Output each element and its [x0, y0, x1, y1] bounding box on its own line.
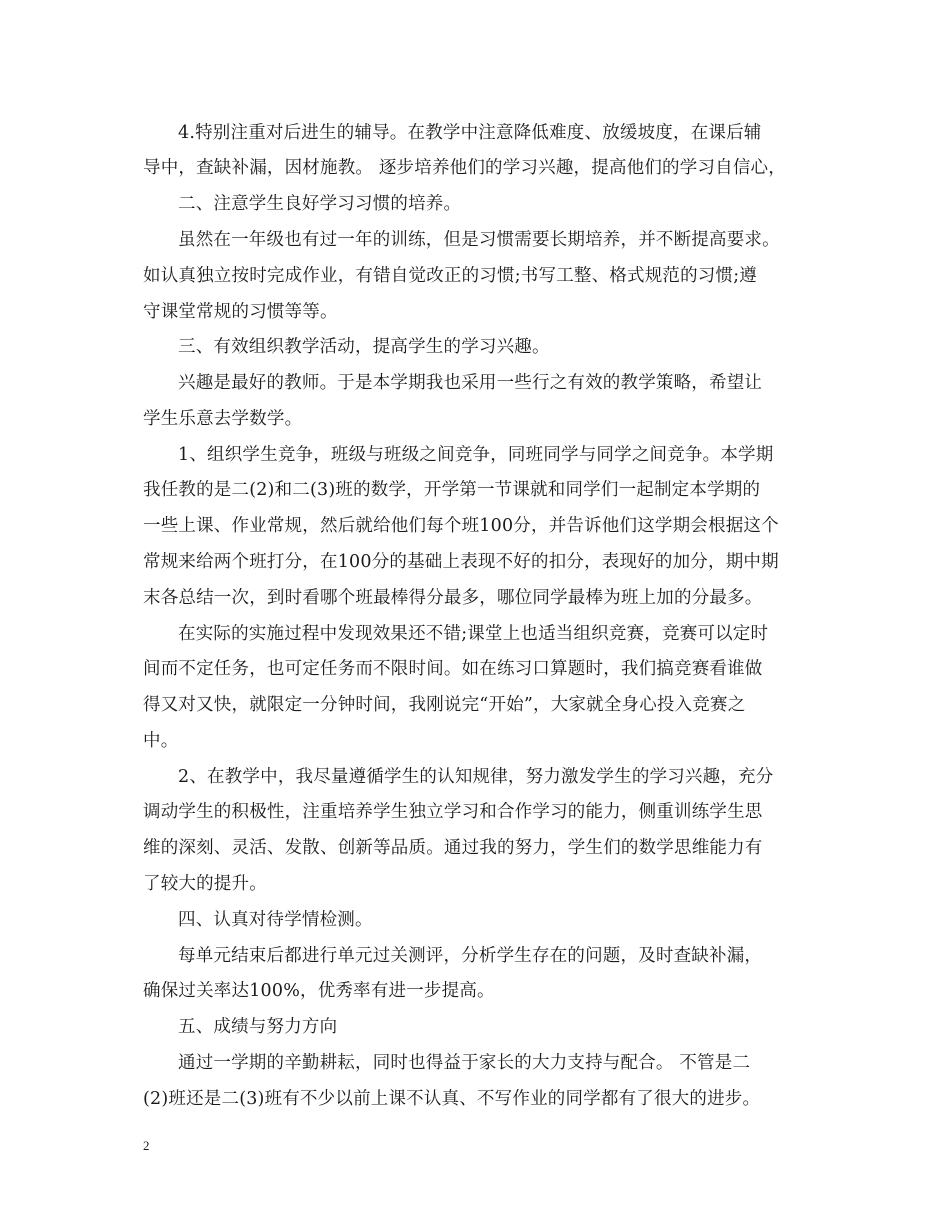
text-line: 虽然在一年级也有过一年的训练，但是习惯需要长期培养，并不断提高要求。: [178, 230, 780, 250]
text-line: 我任教的是二(2)和二(3)班的数学，开学第一节课就和同学们一起制定本学期的: [143, 480, 761, 500]
text-line: 间而不定任务，也可定任务而不限时间。如在练习口算题时，我们搞竞赛看谁做: [143, 659, 763, 679]
page-number: 2: [143, 1138, 150, 1153]
section-heading: 五、成绩与努力方向: [178, 1017, 338, 1037]
text-line: 末各总结一次，到时看哪个班最棒得分最多，哪位同学最棒为班上加的分最多。: [143, 588, 763, 608]
text-line: 2、在教学中，我尽量遵循学生的认知规律，努力激发学生的学习兴趣，充分: [178, 767, 774, 787]
text-line: 中。: [143, 731, 179, 751]
text-line: 确保过关率达100%，优秀率有进一步提高。: [143, 981, 495, 1001]
section-heading: 三、有效组织教学活动，提高学生的学习兴趣。: [178, 337, 550, 357]
text-line: 如认真独立按时完成作业，有错自觉改正的习惯;书写工整、格式规范的习惯;遵: [143, 266, 757, 286]
text-line: 维的深刻、灵活、发散、创新等品质。通过我的努力，学生们的数学思维能力有: [143, 838, 763, 858]
text-line: 得又对又快，就限定一分钟时间，我刚说完“开始”，大家就全身心投入竞赛之: [143, 695, 746, 715]
section-heading: 四、认真对待学情检测。: [178, 910, 373, 930]
text-line: 了较大的提升。: [143, 874, 267, 894]
text-line: 导中，查缺补漏，因材施教。 逐步培养他们的学习兴趣，提高他们的学习自信心，: [143, 158, 786, 178]
text-line: 1、组织学生竞争，班级与班级之间竞争，同班同学与同学之间竞争。本学期: [178, 445, 774, 465]
text-line: 在实际的实施过程中发现效果还不错;课堂上也适当组织竞赛，竞赛可以定时: [178, 624, 769, 644]
text-line: 通过一学期的辛勤耕耘，同时也得益于家长的大力支持与配合。 不管是二: [178, 1053, 751, 1073]
text-line: 守课堂常规的习惯等等。: [143, 302, 338, 322]
section-heading: 二、注意学生良好学习习惯的培养。: [178, 194, 462, 214]
text-line: 每单元结束后都进行单元过关测评，分析学生存在的问题，及时查缺补漏，: [178, 946, 763, 966]
text-line: 学生乐意去学数学。: [143, 409, 303, 429]
text-line: 4.特别注重对后进生的辅导。在教学中注意降低难度、放缓坡度，在课后辅: [178, 123, 762, 143]
text-line: 一些上课、作业常规，然后就给他们每个班100分，并告诉他们这学期会根据这个: [143, 516, 779, 536]
text-line: 常规来给两个班打分，在100分的基础上表现不好的扣分，表现好的加分，期中期: [143, 552, 779, 572]
text-line: 调动学生的积极性，注重培养学生独立学习和合作学习的能力，侧重训练学生思: [143, 802, 763, 822]
text-line: (2)班还是二(3)班有不少以前上课不认真、不写作业的同学都有了很大的进步。: [143, 1089, 761, 1109]
text-line: 兴趣是最好的教师。于是本学期我也采用一些行之有效的教学策略，希望让: [178, 373, 763, 393]
